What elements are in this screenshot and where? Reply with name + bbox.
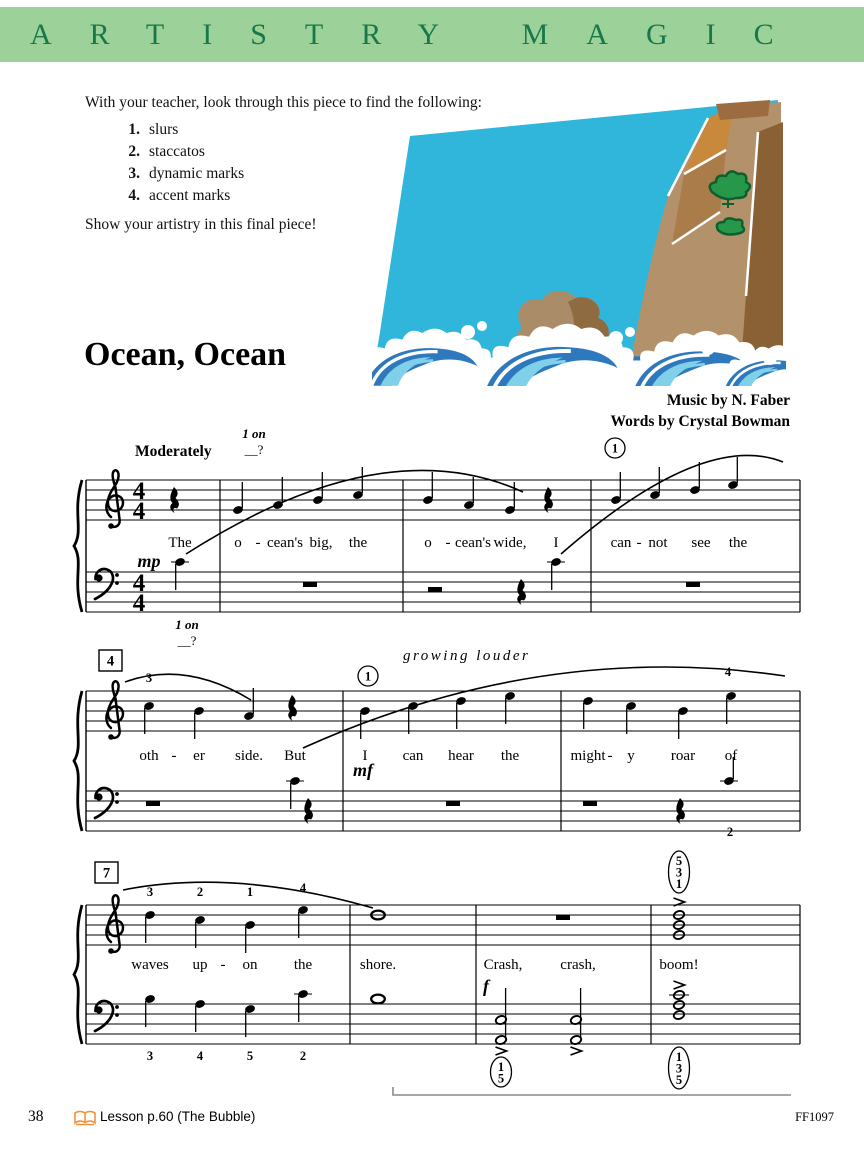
mnum: 7 (102, 865, 111, 882)
piece-title: Ocean, Ocean (84, 336, 287, 373)
intro-closing: Show your artistry in this final piece! (85, 216, 317, 233)
fing: 5 (246, 1049, 254, 1063)
fing: 1 (611, 441, 619, 456)
lyric-text: might (570, 748, 606, 764)
treble-clef-icon (106, 895, 123, 952)
tempo: Moderately (135, 443, 212, 460)
treble-clef-icon (106, 470, 123, 527)
list-number: 4. (128, 187, 140, 204)
music-system-3 (73, 846, 813, 1106)
lyric-text: er (193, 748, 205, 764)
treble-clef-dot (108, 734, 114, 740)
slur (303, 667, 785, 748)
fing: 4 (299, 881, 307, 895)
ts: 4 (132, 570, 146, 597)
fing: 3 (145, 671, 153, 685)
dyn: mf (353, 760, 373, 780)
fing: 1 (675, 1050, 683, 1064)
treble-clef-dot (108, 948, 114, 954)
fing: 5 (675, 1073, 683, 1087)
lyric-text: Crash, (483, 957, 523, 973)
fing: 3 (146, 1049, 154, 1063)
fing: 2 (299, 1049, 307, 1063)
lyric-text: cean's (266, 535, 304, 551)
lyric-text: the (500, 748, 520, 764)
fing: 1 (675, 877, 683, 891)
rest-block (428, 587, 442, 592)
grow: growing louder (403, 648, 531, 664)
rest-block (303, 582, 317, 587)
accent-mark (571, 1047, 582, 1055)
list-number: 2. (128, 143, 140, 160)
lyric-text: y (627, 748, 635, 764)
lesson-book-icon (74, 1110, 96, 1126)
fing: 1 (497, 1059, 505, 1074)
lyric-text: shore. (359, 957, 397, 973)
treble-clef-icon (106, 681, 123, 738)
lyric-text: o (234, 535, 242, 551)
lyric-text: the (728, 535, 748, 551)
music-system-2 (73, 648, 813, 846)
page-number: 38 (28, 1108, 44, 1125)
chord-note (673, 1010, 685, 1021)
lyric-text: boom! (659, 957, 699, 973)
lyric-text: cean's (454, 535, 492, 551)
bass-clef-head (95, 793, 102, 800)
grand-staff-brace (74, 480, 82, 612)
list-item-slurs (118, 121, 178, 139)
grand-staff-brace (74, 691, 82, 831)
lyric-text: not (648, 535, 668, 551)
list-item-accent-marks (118, 187, 230, 205)
lyric-text: o (424, 535, 432, 551)
lyric-text: - (171, 748, 177, 764)
mnum: 4 (106, 653, 115, 670)
fing: 4 (196, 1049, 204, 1063)
lyric-text: roar (670, 748, 696, 764)
guide-bracket-line (393, 1087, 791, 1095)
list-label: accent marks (149, 187, 231, 204)
slur (561, 455, 783, 554)
header-title: ARTISTRY MAGIC (30, 17, 812, 51)
lyric-text: the (348, 535, 368, 551)
list-number: 1. (128, 121, 140, 138)
lyric-text: can (402, 748, 424, 764)
credit-music: Music by N. Faber (666, 392, 790, 409)
accent-mark (496, 1047, 507, 1055)
bass-clef-dot (115, 581, 119, 585)
lyric-text: But (284, 748, 306, 764)
bass-clef-icon (95, 569, 113, 599)
bass-clef-head (95, 1006, 102, 1013)
lyric-text: wide, (493, 535, 527, 551)
dyn: f (483, 976, 489, 996)
rest-block (686, 582, 700, 587)
fing: 5 (675, 854, 683, 868)
list-label: dynamic marks (149, 165, 245, 182)
header-band (0, 7, 864, 62)
slur (125, 674, 251, 700)
fing: 3 (146, 885, 154, 899)
fing: 5 (497, 1071, 505, 1086)
ts: 4 (132, 498, 146, 525)
bass-clef-icon (95, 788, 113, 818)
lyric-text: can (610, 535, 632, 551)
rest-block (146, 801, 160, 806)
rest-block (446, 801, 460, 806)
list-item-staccatos (118, 143, 205, 161)
chord-note (673, 1000, 685, 1011)
bass-clef-dot (115, 573, 119, 577)
fing: 2 (196, 885, 204, 899)
grand-staff-brace (74, 905, 82, 1044)
lyric-text: - (255, 535, 261, 551)
hint: 1 on (175, 617, 199, 632)
ocean-illustration (372, 96, 786, 386)
lesson-reference: Lesson p.60 (The Bubble) (100, 1109, 256, 1124)
lyric-text: of (724, 748, 738, 764)
treble-clef-dot (108, 523, 114, 529)
lyric-text: - (220, 957, 226, 973)
lyric-text: big, (309, 535, 333, 551)
lyric-text: - (636, 535, 642, 551)
list-label: slurs (149, 121, 179, 138)
lyric-text: The (168, 535, 192, 551)
accent-mark (674, 981, 685, 989)
fing: 2 (726, 825, 734, 839)
lyric-text: - (607, 748, 613, 764)
bass-clef-dot (115, 1013, 119, 1017)
credit-words: Words by Crystal Bowman (610, 413, 790, 430)
fing: 3 (675, 1061, 683, 1076)
hint2: __? (177, 633, 197, 648)
list-label: staccatos (149, 143, 205, 160)
dyn: mp (137, 551, 161, 571)
fing: 1 (246, 885, 254, 899)
catalog-code: FF1097 (795, 1110, 834, 1124)
ts: 4 (132, 590, 146, 617)
rest-block (583, 801, 597, 806)
bass-clef-dot (115, 800, 119, 804)
lyric-text: up (192, 957, 208, 973)
lyric-text: see (691, 535, 711, 551)
lyric-text: oth (139, 748, 159, 764)
lyric-text: side. (235, 748, 263, 764)
list-number: 3. (128, 165, 140, 182)
music-system-1 (73, 422, 813, 648)
bass-clef-icon (95, 1001, 113, 1031)
bass-clef-dot (115, 1005, 119, 1009)
quarter-rest (288, 695, 297, 721)
fing: 3 (675, 865, 683, 880)
fing: 1 (364, 669, 372, 684)
lyric-text: - (445, 535, 451, 551)
bass-clef-head (95, 574, 102, 581)
list-item-dynamic-marks (118, 165, 244, 183)
lyric-text: on (242, 957, 258, 973)
lyric-text: I (553, 535, 559, 551)
intro-instruction: With your teacher, look through this piece to find the following: (85, 94, 482, 111)
lyric-text: the (293, 957, 313, 973)
hint: 1 on (242, 426, 266, 441)
lyric-text: waves (131, 957, 169, 973)
fing: 4 (724, 665, 732, 679)
bass-clef-dot (115, 792, 119, 796)
hint2: __? (244, 442, 264, 457)
whole-note (371, 995, 385, 1004)
rest-block (556, 915, 570, 920)
lyric-text: hear (448, 748, 474, 764)
ts: 4 (132, 478, 146, 505)
lyric-text: crash, (560, 957, 596, 973)
lyric-text: I (362, 748, 368, 764)
